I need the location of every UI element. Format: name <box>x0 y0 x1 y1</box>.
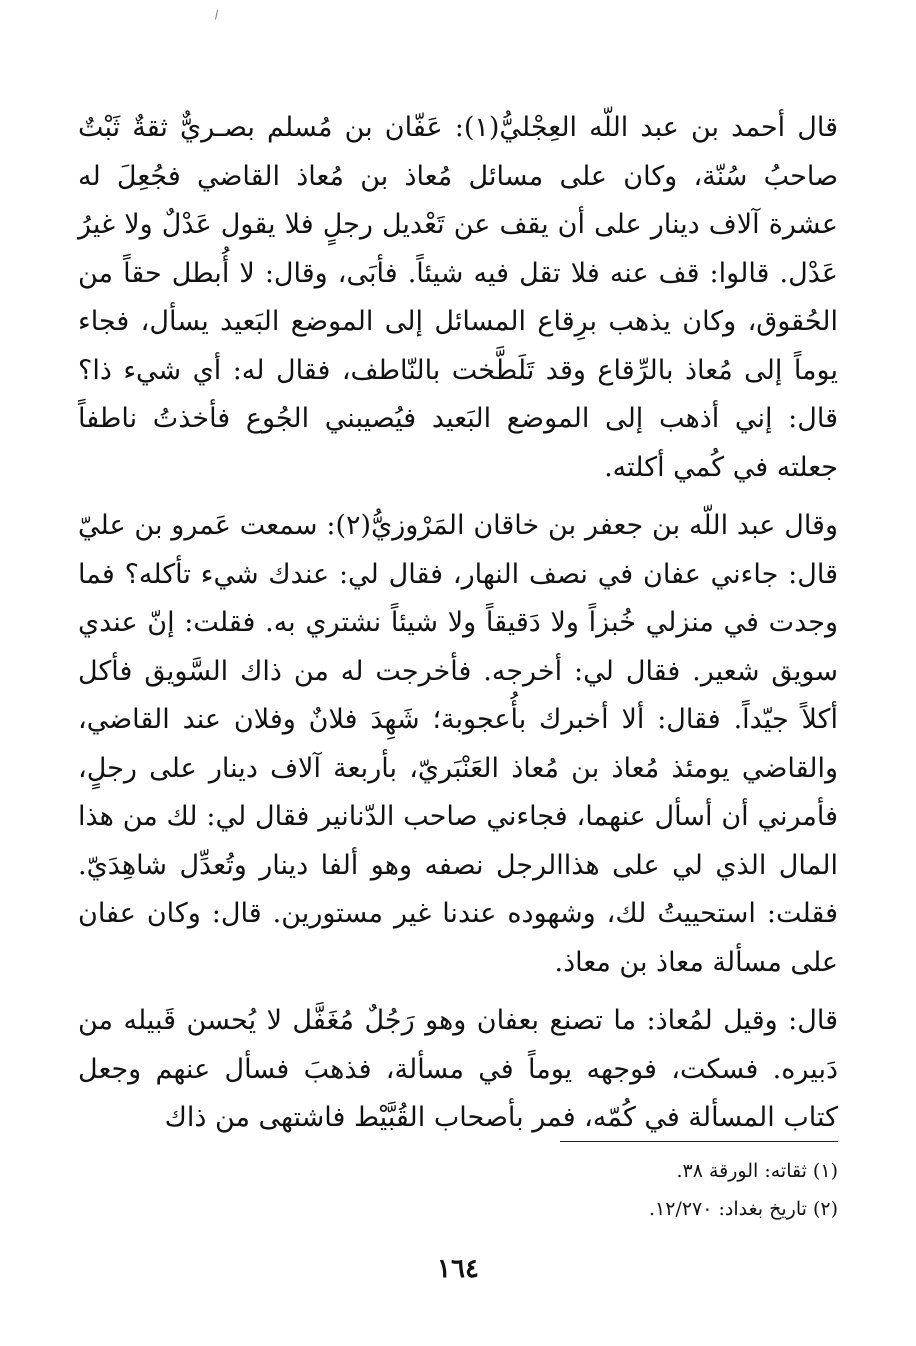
footnote-2: (٢) تاريخ بغداد: ١٢/٢٧٠. <box>648 1198 838 1220</box>
paragraph-ijli: قال أحمد بن عبد اللّه العِجْليُّ(١): عَفّان بن مُسلم بصـريٌّ ثقةٌ ثَبْتٌ صاحبُ سُنّة، وكان على مسائل مُعاذ بن مُعاذ القاضي فجُعِلَ له عشرة آلاف دينار على أن يقف عن تَعْديل رجلٍ فلا يقول عَدْلٌ ولا غيرُ عَدْل. قالوا: قف عنه فلا تقل فيه شيئاً. فأبَى، وقال: لا أُبطل حقاً من الحُقوق، وكان يذهب برِقاع المسائل إلى الموضع البَعيد يسأل، فجاء يوماً إلى مُعاذ بالرِّقاع وقد تَلَطَّخت بالنّاطف، فقال له: أي شيء ذا؟ قال: إني أذهب إلى الموضع البَعيد فيُصيبني الجُوع فأخذتُ ناطفاً جعلته في كُمي أكلته. <box>78 112 838 483</box>
paragraph-marwazi: وقال عبد اللّه بن جعفر بن خاقان المَرْوزيُّ(٢): سمعت عَمرو بن عليّ قال: جاءني عفان في نصف النهار، فقال لي: عندك شيء تأكله؟ فما وجدت في منزلي خُبزاً ولا دَقيقاً ولا شيئاً نشتري به. فقلت: إنّ عندي سويق شعير. فقال لي: أخرجه. فأخرجت له من ذاك السَّويق فأكل أكلاً جيّداً. فقال: ألا أخبرك بأُعجوبة؛ شَهِدَ فلانٌ وفلان عند القاضي، والقاضي يومئذ مُعاذ بن مُعاذ العَنْبَريّ، بأربعة آلاف دينار على رجلٍ، فأمرني أن أسأل عنهما، فجاءني صاحب الدّنانير فقال لي: لك من هذا المال الذي لي على هذاالرجل نصفه وهو ألفا دينار وتُعدِّل شاهِدَيّ. فقلت: استحييتُ لك، وشهوده عندنا غير مستورين. قال: وكان عفان على مسألة معاذ بن معاذ. <box>78 510 838 978</box>
main-text <box>78 104 838 1143</box>
footnote-divider <box>560 1141 838 1142</box>
footnote-1: (١) ثقاته: الورقة ٣٨. <box>676 1160 838 1182</box>
scan-mark <box>215 10 221 21</box>
footnotes <box>300 1152 838 1228</box>
page-number: ١٦٤ <box>437 1254 479 1284</box>
paragraph-muadh: قال: وقيل لمُعاذ: ما تصنع بعفان وهو رَجُلٌ مُغَفَّل لا يُحسن قَبيله من دَبيره. فسكت، فوجهه يوماً في مسألة، فذهبَ فسأل عنهم وجعل كتاب المسألة في كُمّه، فمر بأصحاب القُبَّيْط فاشتهى من ذاك <box>78 1005 838 1133</box>
